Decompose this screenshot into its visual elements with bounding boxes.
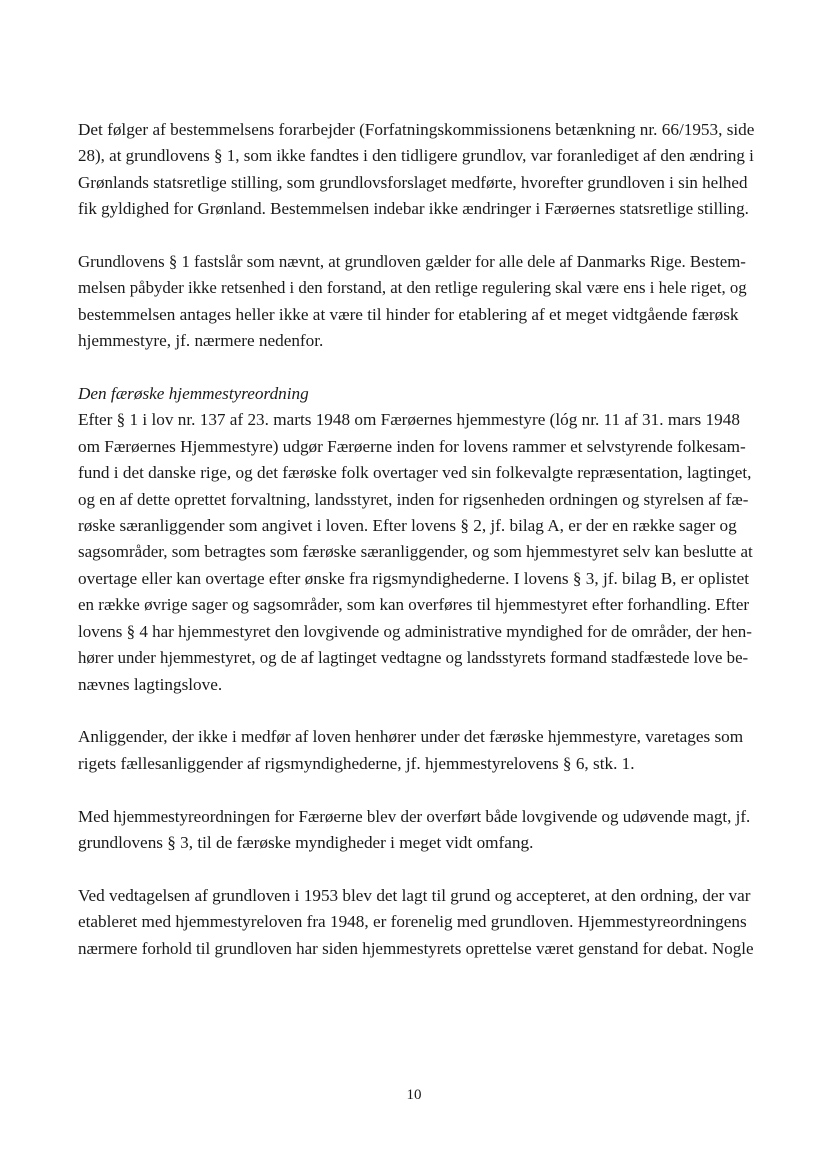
text-line: lovens § 4 har hjemmestyret den lovgivende og administrative myndighed for de områder, der hen- [78, 621, 752, 641]
text-line: om Færøernes Hjemmestyre) udgør Færøerne inden for lovens rammer et selvstyrende folkesam- [78, 436, 746, 456]
paragraph-spacer [78, 223, 754, 249]
text-line: hjemmestyre, jf. nærmere nedenfor. [78, 331, 324, 351]
text-line: Med hjemmestyreordningen for Færøerne blev der overført både lovgivende og udøvende magt, jf. [78, 806, 751, 826]
text-line: nærmere forhold til grundloven har siden hjemmestyrets oprettelse været genstand for debat. Nogle [78, 938, 754, 958]
paragraph-2 [78, 249, 754, 355]
paragraph-spacer [78, 698, 754, 724]
text-line: røske særanliggender som angivet i loven. Efter lovens § 2, jf. bilag A, er der en række sager og [78, 516, 737, 536]
document-body [78, 117, 754, 962]
text-line: rigets fællesanliggender af rigsmyndighederne, jf. hjemmestyrelovens § 6, stk. 1. [78, 753, 635, 773]
text-line: melsen påbyder ikke retsenhed i den forstand, at den retlige regulering skal være ens i hele riget, og [78, 278, 747, 298]
text-line: nævnes lagtingslove. [78, 674, 223, 694]
text-line: 28), at grundlovens § 1, som ikke fandtes i den tidligere grundlov, var foranlediget af den ændring i [78, 146, 754, 166]
paragraph-6 [78, 883, 754, 962]
text-line: fik gyldighed for Grønland. Bestemmelsen indebar ikke ændringer i Færøernes statsretlige stilling. [78, 199, 749, 219]
text-line: Ved vedtagelsen af grundloven i 1953 blev det lagt til grund og accepteret, at den ordning, der var [78, 885, 751, 905]
text-line: Efter § 1 i lov nr. 137 af 23. marts 1948 om Færøernes hjemmestyre (lóg nr. 11 af 31. mars 1948 [78, 410, 740, 430]
paragraph-spacer [78, 777, 754, 803]
paragraph-1 [78, 117, 754, 223]
text-line: fund i det danske rige, og det færøske folk overtager ved sin folkevalgte repræsentation, lagtinget, [78, 463, 752, 483]
text-line: Grundlovens § 1 fastslår som nævnt, at grundloven gælder for alle dele af Danmarks Rige. Bestem- [78, 252, 746, 272]
text-line: grundlovens § 3, til de færøske myndigheder i meget vidt omfang. [78, 832, 534, 852]
text-line: Det følger af bestemmelsens forarbejder (Forfatningskommissionens betænkning nr. 66/1953, side [78, 120, 755, 139]
paragraph-3 [78, 381, 754, 698]
text-line: bestemmelsen antages heller ikke at være til hinder for etablering af et meget vidtgående færøsk [78, 304, 739, 324]
paragraph-spacer [78, 355, 754, 381]
text-line: og en af dette oprettet forvaltning, landsstyret, inden for rigsenheden ordningen og styrelsen af fæ- [78, 489, 749, 509]
paragraph-spacer [78, 856, 754, 882]
page-number: 10 [406, 1087, 422, 1103]
text-line: Anliggender, der ikke i medfør af loven henhører under det færøske hjemmestyre, varetages som [78, 727, 744, 747]
paragraph-5 [78, 804, 754, 857]
text-line: overtage eller kan overtage efter ønske fra rigsmyndighederne. I lovens § 3, jf. bilag B, er oplistet [78, 568, 750, 588]
text-line: etableret med hjemmestyreloven fra 1948, er forenelig med grundloven. Hjemmestyreordningens [78, 912, 747, 932]
text-line: hører under hjemmestyret, og de af lagtinget vedtagne og landsstyrets formand stadfæstede love be- [78, 648, 749, 668]
section-heading: Den færøske hjemmestyreordning [78, 384, 309, 404]
text-line: en række øvrige sager og sagsområder, som kan overføres til hjemmestyret efter forhandling. Efter [78, 595, 750, 615]
text-line: sagsområder, som betragtes som færøske særanliggender, og som hjemmestyret selv kan beslutte at [78, 542, 753, 562]
paragraph-4 [78, 724, 754, 777]
text-line: Grønlands statsretlige stilling, som grundlovsforslaget medførte, hvorefter grundloven i sin helhed [78, 172, 748, 192]
